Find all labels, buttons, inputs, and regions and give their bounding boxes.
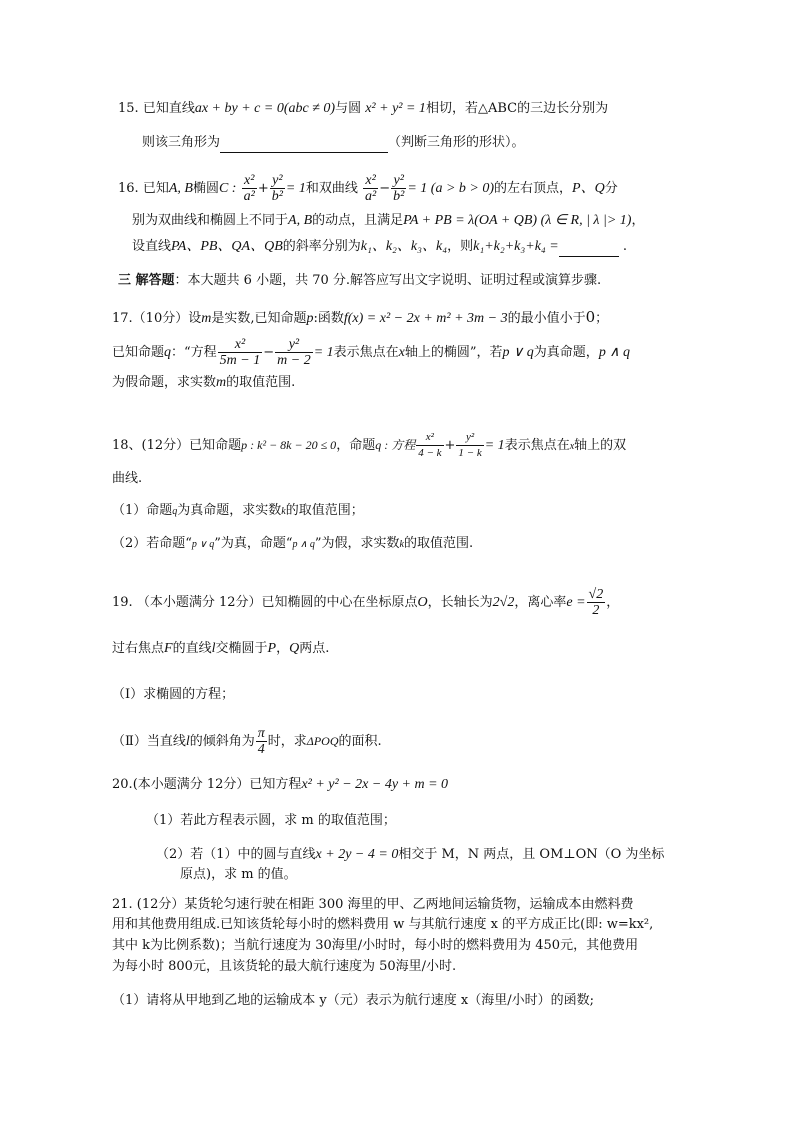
q17-line2: 已知命题q：“方程 $\frac{\text{x²}}{5m - 1}$ − $\frac{\text{y²}}{m - 2}$ = 1表示焦点在x轴上的椭圆”，若p ∨ q为真命题，p ∧ q bbox=[112, 337, 631, 368]
q16-points-pq: P、Q bbox=[572, 181, 605, 196]
denominator: b² bbox=[271, 189, 283, 204]
q17-text: :函数 bbox=[313, 311, 344, 326]
q18-or: p ∨ q bbox=[191, 539, 215, 550]
numerator: x² bbox=[416, 430, 443, 446]
q20-text: 相交于 M，N 两点，且 OM⊥ON（O 为坐标 bbox=[398, 847, 665, 862]
q17-and: p ∧ q bbox=[598, 345, 631, 360]
denominator: 5m − 1 bbox=[219, 353, 261, 368]
q18-line2 bbox=[112, 470, 142, 488]
q21-line3 bbox=[112, 937, 638, 955]
q15-answer-blank[interactable] bbox=[220, 134, 388, 153]
q20-equation: x² + y² − 2x − 4y + m = 0 bbox=[301, 777, 449, 792]
q16-lines: PA、PB、QA、QB bbox=[171, 239, 283, 254]
q18-text: 表示焦点在 bbox=[504, 438, 570, 453]
q20-text: (本小题满分 12分）已知方程 bbox=[132, 777, 302, 792]
q15-text: 相切，若 bbox=[425, 101, 478, 116]
q18-var: x bbox=[569, 441, 575, 452]
q16-text: 的斜率分别为 bbox=[282, 239, 361, 254]
numerator: √2 bbox=[588, 587, 604, 602]
q16-text: ， bbox=[631, 213, 645, 228]
q19-var: P bbox=[267, 641, 277, 656]
q15-circle-equation: x² + y² = 1 bbox=[365, 101, 426, 116]
q15-line2 bbox=[142, 134, 525, 153]
q19-text: 的直线 bbox=[172, 641, 212, 656]
q18-number: 18、(12分）已知命题 bbox=[112, 438, 242, 453]
q15-line-equation: ax + by + c = 0(abc ≠ 0) bbox=[194, 101, 336, 116]
q15-text: 与圆 bbox=[335, 101, 362, 116]
q19-var: O bbox=[417, 595, 428, 610]
denominator: a² bbox=[365, 189, 377, 204]
q16-text: 的左右顶点， bbox=[494, 181, 573, 196]
q15-text: 已知直线 bbox=[142, 101, 195, 116]
q16-line2 bbox=[132, 212, 644, 230]
q18-line1: 18、(12分）已知命题p : k² − 8k − 20 ≤ 0，命题q : 方程 $\frac{\text{x²}}{4 - k}$ + $\frac{\text{y²}}{1 - k}$ = 1表示焦点在x轴上的双 bbox=[112, 431, 627, 459]
q15-line1 bbox=[118, 100, 608, 118]
q20-sub1 bbox=[146, 812, 396, 830]
q19-text: （Ⅱ）当直线 bbox=[112, 734, 186, 749]
q18-sub2 bbox=[112, 535, 473, 554]
denominator: m − 2 bbox=[277, 353, 311, 368]
q20-number: 20. bbox=[112, 777, 133, 792]
q21-line2 bbox=[112, 916, 653, 934]
q16-text: ，则 bbox=[447, 239, 474, 254]
q21-line4 bbox=[112, 958, 456, 976]
q19-sub1 bbox=[112, 686, 234, 704]
q21-text: （1）请将从甲地到乙地的运输成本 y（元）表示为航行速度 x（海里/小时）的函数; bbox=[112, 993, 594, 1008]
q17-var: x bbox=[398, 345, 405, 360]
q20-text: （1）若此方程表示圆，求 m 的取值范围； bbox=[146, 813, 396, 828]
q16-text: . bbox=[618, 239, 627, 254]
q15-text: 则该三角形为 bbox=[142, 135, 221, 150]
q19-text: 时，求 bbox=[267, 734, 307, 749]
section-label: 三 解答题 bbox=[118, 273, 175, 288]
q17-equals: = 1 bbox=[313, 345, 334, 360]
q19-fraction bbox=[256, 726, 267, 757]
q16-condition: = 1 (a > b > 0) bbox=[407, 181, 495, 196]
q17-fraction bbox=[275, 337, 313, 368]
numerator: x² bbox=[363, 173, 378, 189]
q17-text: 的取值范围. bbox=[226, 375, 296, 390]
q19-line2 bbox=[112, 640, 329, 658]
q16-fraction bbox=[391, 173, 406, 204]
q17-text: 为真命题， bbox=[533, 345, 599, 360]
numerator: y² bbox=[391, 173, 406, 189]
q17-var: q bbox=[164, 345, 172, 360]
q19-length: 2√2 bbox=[492, 595, 515, 610]
q19-e: e = bbox=[566, 595, 586, 610]
q18-proposition-q: q : 方程 bbox=[375, 438, 416, 452]
q17-text: 表示焦点在 bbox=[333, 345, 399, 360]
section-text: ：本大题共 6 小题，共 70 分.解答应写出文字说明、证明过程或演算步骤. bbox=[174, 273, 602, 288]
q17-var: p bbox=[306, 311, 314, 326]
q16-text: 设直线 bbox=[132, 239, 172, 254]
q18-fraction bbox=[416, 430, 443, 461]
q15-text: （判断三角形的形状）。 bbox=[388, 135, 525, 150]
denominator: 4 bbox=[257, 742, 265, 757]
q20-sub2-cont bbox=[180, 866, 297, 884]
numerator: x² bbox=[218, 337, 263, 353]
q19-var: Q bbox=[289, 641, 300, 656]
numerator: y² bbox=[456, 430, 483, 446]
q19-fraction bbox=[587, 587, 606, 618]
q18-var: k bbox=[399, 539, 404, 550]
q18-sub1 bbox=[112, 502, 364, 521]
q16-fraction bbox=[270, 173, 285, 204]
q18-text: 的取值范围； bbox=[285, 503, 364, 518]
q21-sub1 bbox=[112, 992, 594, 1010]
q19-text: （Ⅰ）求椭圆的方程； bbox=[112, 687, 235, 702]
q17-fraction bbox=[218, 337, 263, 368]
q18-var: k bbox=[281, 506, 286, 517]
q21-text: 其中 k为比例系数)；当航行速度为 30海里/小时时，每小时的燃料费用为 450元，其他费用 bbox=[112, 938, 639, 953]
q18-and: p ∧ q bbox=[292, 539, 315, 550]
q21-text: 用和其他费用组成.已知该货轮每小时的燃料费用 w 与其航行速度 x 的平方成正比(即: w=kx², bbox=[112, 917, 654, 932]
q16-line1: 16. 已知A, B椭圆C : $\frac{\text{x²}}{\text{a²}}$ + $\frac{\text{y²}}{\text{b²}}$ = 1和双曲线 $\frac{\text{x²}}{\text{a²}}$ − $\frac{\text{y²}}{\text{b²}}$ = 1 (a > b > 0)的左右顶点，P、Q分 bbox=[118, 173, 618, 204]
q16-fraction bbox=[242, 173, 257, 204]
q18-text: 的取值范围. bbox=[403, 536, 474, 551]
q16-points: A, B bbox=[288, 213, 313, 228]
q17-line1 bbox=[112, 308, 608, 328]
q16-line3 bbox=[132, 238, 627, 257]
q18-text: ”为真，命题“ bbox=[214, 536, 293, 551]
numerator: π bbox=[257, 726, 265, 741]
q19-var: l bbox=[211, 641, 216, 656]
q20-line-equation: x + 2y − 4 = 0 bbox=[315, 847, 399, 862]
q17-text: 已知命题 bbox=[112, 345, 165, 360]
q16-text: 分 bbox=[604, 181, 618, 196]
q18-proposition-p: p : k² − 8k − 20 ≤ 0 bbox=[241, 438, 337, 452]
q16-sum: k₁+k₂+k₃+k₄ = bbox=[473, 239, 559, 254]
q15-triangle: △ABC bbox=[477, 101, 518, 116]
q16-fraction bbox=[363, 173, 378, 204]
q18-text: ，命题 bbox=[336, 438, 376, 453]
q18-equals: = 1 bbox=[484, 438, 505, 453]
q19-text: ， bbox=[606, 595, 620, 610]
q21-text: 为每小时 800元，且该货轮的最大航行速度为 50海里/小时. bbox=[112, 959, 457, 974]
q19-var: l bbox=[185, 734, 190, 749]
denominator: 2 bbox=[592, 603, 600, 618]
q15-text: 的三边长分别为 bbox=[517, 101, 609, 116]
q18-text: ”为假，求实数 bbox=[314, 536, 400, 551]
q16-points: A, B bbox=[168, 181, 193, 196]
q18-var: q bbox=[172, 506, 178, 517]
denominator: a² bbox=[243, 189, 255, 204]
section-heading bbox=[118, 272, 601, 290]
q17-number: 17.（10分）设 bbox=[112, 311, 202, 326]
q19-text: ，长轴长为 bbox=[427, 595, 493, 610]
q16-ellipse-name: C : bbox=[218, 181, 237, 196]
q21-text: 21. (12分）某货轮匀速行驶在相距 300 海里的甲、乙两地间运输货物，运输成本由燃料费 bbox=[112, 897, 634, 912]
denominator: 4 − k bbox=[418, 447, 442, 459]
q18-text: （1）命题 bbox=[112, 503, 173, 518]
q16-equals: = 1 bbox=[285, 181, 306, 196]
numerator: y² bbox=[275, 337, 313, 353]
q16-slopes: k₁、k₂、k₃、k₄ bbox=[360, 239, 448, 254]
q19-text: 两点. bbox=[299, 641, 330, 656]
q19-number: 19. bbox=[112, 595, 133, 610]
q17-text: 轴上的椭圆”，若 bbox=[404, 345, 503, 360]
q17-text: ； bbox=[595, 311, 609, 326]
q16-text: 椭圆 bbox=[192, 181, 219, 196]
q20-text: 原点)，求 m 的值。 bbox=[180, 867, 297, 882]
denominator: 1 − k bbox=[458, 447, 482, 459]
q19-text: 的倾斜角为 bbox=[189, 734, 255, 749]
q17-text: 为假命题，求实数 bbox=[112, 375, 217, 390]
q19-text: 交椭圆于 bbox=[215, 641, 268, 656]
q19-var: F bbox=[164, 641, 173, 656]
q18-text: 为真命题，求实数 bbox=[177, 503, 282, 518]
q19-line1 bbox=[112, 586, 619, 620]
q17-line3 bbox=[112, 374, 295, 392]
q17-function: f(x) = x² − 2x + m² + 3m − 3 bbox=[343, 311, 508, 326]
q18-text: （2）若命题“ bbox=[112, 536, 192, 551]
denominator: b² bbox=[393, 189, 405, 204]
q20-sub2 bbox=[156, 846, 664, 864]
q17-text: 的最小值小于 bbox=[507, 311, 586, 326]
numerator: x² bbox=[242, 173, 257, 189]
q19-text: 过右焦点 bbox=[112, 641, 165, 656]
q19-sub2 bbox=[112, 724, 382, 759]
q20-line1 bbox=[112, 776, 448, 794]
q19-text: （本小题满分 12分）已知椭圆的中心在坐标原点 bbox=[136, 595, 418, 610]
q17-zero: 0 bbox=[585, 308, 596, 326]
q15-number: 15. bbox=[118, 101, 139, 116]
q16-text: 和双曲线 bbox=[305, 181, 358, 196]
q16-vector-condition: PA + PB = λ(OA + QB) (λ ∈ R, | λ |> 1) bbox=[403, 213, 632, 228]
q17-var: m bbox=[216, 375, 227, 390]
q17-var: m bbox=[201, 311, 212, 326]
q21-line1 bbox=[112, 896, 634, 914]
q16-number: 16. bbox=[118, 181, 139, 196]
q18-fraction bbox=[456, 430, 483, 461]
q16-answer-blank[interactable] bbox=[559, 238, 619, 257]
q18-text: 轴上的双 bbox=[574, 438, 627, 453]
q18-text: 曲线. bbox=[112, 471, 143, 486]
q17-text: ：“方程 bbox=[171, 345, 217, 360]
q16-text: 别为双曲线和椭圆上不同于 bbox=[132, 213, 289, 228]
q19-triangle: ΔPOQ bbox=[306, 734, 339, 748]
q20-text: （2）若（1）中的圆与直线 bbox=[156, 847, 316, 862]
q19-text: 的面积. bbox=[338, 734, 382, 749]
q19-text: ， bbox=[276, 641, 290, 656]
q16-text: 的动点，且满足 bbox=[312, 213, 404, 228]
q19-text: ，离心率 bbox=[514, 595, 567, 610]
numerator: y² bbox=[270, 173, 285, 189]
q17-text: 是实数,已知命题 bbox=[211, 311, 307, 326]
q16-text: 已知 bbox=[142, 181, 169, 196]
q17-or: p ∨ q bbox=[502, 345, 534, 360]
